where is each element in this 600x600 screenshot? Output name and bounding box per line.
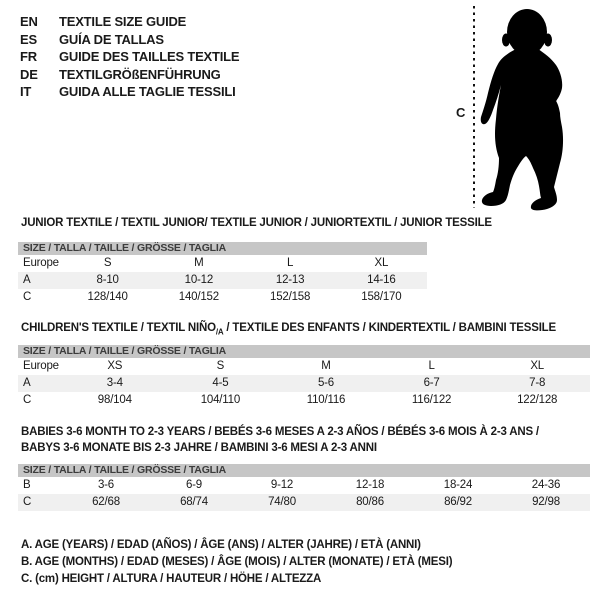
height-measure-label: C <box>456 105 466 120</box>
table-row <box>18 358 590 375</box>
table-row <box>18 375 590 392</box>
baby-ear-left <box>502 34 510 47</box>
language-code: EN <box>20 14 38 29</box>
table-cell: 62/68 <box>92 496 120 508</box>
table-cell: 12-13 <box>275 274 305 286</box>
table-cell: 18-24 <box>443 479 473 491</box>
table-cell: 110/116 <box>306 394 346 406</box>
table-cell: 4-5 <box>212 377 229 389</box>
table-cell: 5-6 <box>317 377 334 389</box>
table-cell: S <box>103 257 112 269</box>
language-row <box>20 83 239 101</box>
language-code: ES <box>20 31 37 47</box>
table-cell: 9-12 <box>270 479 294 491</box>
babies-title-line1: BABIES 3-6 MONTH TO 2-3 YEARS / BEBÉS 3-6 MESES A 2-3 AÑOS / BÉBÉS 3-6 MOIS À 2-3 ANS / <box>21 426 539 438</box>
language-row <box>20 48 239 66</box>
babies-title-line2: BABYS 3-6 MONATE BIS 2-3 JAHRE / BAMBINI 3-6 MESI A 2-3 ANNI <box>21 442 377 454</box>
toddler-figure <box>468 3 600 215</box>
table-cell: 6-7 <box>423 377 440 389</box>
size-header: SIZE / TALLA / TAILLE / GRÖSSE / TAGLIA <box>18 242 427 255</box>
baby-silhouette-icon <box>468 3 600 215</box>
table-row <box>18 289 427 306</box>
table-cell: XS <box>107 360 123 372</box>
row-label: C <box>23 394 32 406</box>
baby-ear-right <box>544 34 552 47</box>
footnote-b: B. AGE (MONTHS) / EDAD (MESES) / ÂGE (MOIS) / ALTER (MONATE) / ETÀ (MESI) <box>21 556 453 568</box>
children-title-sub: /A <box>215 327 224 337</box>
baby-body <box>481 48 563 211</box>
table-row <box>18 272 427 289</box>
footnote-c: C. (cm) HEIGHT / ALTURA / HAUTEUR / HÖHE / ALTEZZA <box>21 573 322 585</box>
language-title: TEXTILE SIZE GUIDE <box>59 14 187 29</box>
language-code: IT <box>20 84 32 99</box>
table-row <box>18 494 590 511</box>
table-cell: M <box>321 360 331 372</box>
language-code: DE <box>20 66 38 82</box>
table-cell: M <box>194 257 204 269</box>
row-label: A <box>23 274 31 286</box>
table-cell: 104/110 <box>200 394 241 406</box>
children-title-pre: CHILDREN'S TEXTILE / TEXTIL NIÑO <box>21 322 216 334</box>
table-cell: 14-16 <box>367 274 396 286</box>
table-cell: 3-6 <box>97 479 115 491</box>
language-title: GUÍA DE TALLAS <box>59 31 164 47</box>
row-label: Europe <box>23 360 59 372</box>
footnotes <box>21 537 452 588</box>
row-label: C <box>23 291 32 303</box>
row-label: B <box>23 479 31 491</box>
table-row <box>18 255 427 272</box>
table-cell: 74/80 <box>268 496 296 508</box>
language-header <box>20 13 239 101</box>
table-cell: XL <box>530 360 544 372</box>
footnote-a: A. AGE (YEARS) / EDAD (AÑOS) / ÂGE (ANS) / ALTER (JAHRE) / ETÀ (ANNI) <box>21 539 421 551</box>
table-cell: 7-8 <box>529 377 546 389</box>
table-cell: 140/152 <box>178 291 219 303</box>
junior-size-table <box>18 242 427 306</box>
table-cell: 128/140 <box>87 291 128 303</box>
table-cell: 116/122 <box>411 394 452 406</box>
language-title: TEXTILGRÖßENFÜHRUNG <box>59 66 221 82</box>
table-cell: 80/86 <box>356 496 384 508</box>
language-title: GUIDA ALLE TAGLIE TESSILI <box>59 84 236 99</box>
children-table-title <box>21 320 556 340</box>
row-label: Europe <box>23 257 59 269</box>
row-label: C <box>23 496 32 508</box>
language-row <box>20 13 239 31</box>
size-header: SIZE / TALLA / TAILLE / GRÖSSE / TAGLIA <box>18 464 590 477</box>
table-cell: L <box>287 257 294 269</box>
row-label: A <box>23 377 31 389</box>
language-row <box>20 66 239 84</box>
table-cell: 86/92 <box>444 496 472 508</box>
size-header: SIZE / TALLA / TAILLE / GRÖSSE / TAGLIA <box>18 345 590 358</box>
table-cell: 68/74 <box>180 496 208 508</box>
table-cell: 3-4 <box>106 377 123 389</box>
table-cell: L <box>428 360 435 372</box>
language-row <box>20 31 239 49</box>
table-cell: 98/104 <box>97 394 132 406</box>
table-cell: 6-9 <box>185 479 203 491</box>
table-cell: XL <box>374 257 389 269</box>
language-title: GUIDE DES TAILLES TEXTILE <box>59 49 240 64</box>
table-row <box>18 477 590 494</box>
junior-table-title: JUNIOR TEXTILE / TEXTIL JUNIOR/ TEXTILE JUNIOR / JUNIORTEXTIL / JUNIOR TESSILE <box>21 217 492 229</box>
babies-size-table <box>18 464 590 511</box>
table-cell: 152/158 <box>270 291 311 303</box>
table-cell: 92/98 <box>532 496 560 508</box>
table-row <box>18 392 590 409</box>
table-cell: 10-12 <box>184 274 214 286</box>
language-code: FR <box>20 49 37 64</box>
children-size-table <box>18 345 590 409</box>
children-title-post: / TEXTILE DES ENFANTS / KINDERTEXTIL / BAMBINI TESSILE <box>223 322 556 334</box>
babies-table-title <box>21 424 581 456</box>
table-cell: 24-36 <box>531 479 561 491</box>
table-cell: 158/170 <box>361 291 402 303</box>
table-cell: S <box>216 360 225 372</box>
table-cell: 12-18 <box>355 479 385 491</box>
table-cell: 8-10 <box>96 274 119 286</box>
table-cell: 122/128 <box>517 394 558 406</box>
